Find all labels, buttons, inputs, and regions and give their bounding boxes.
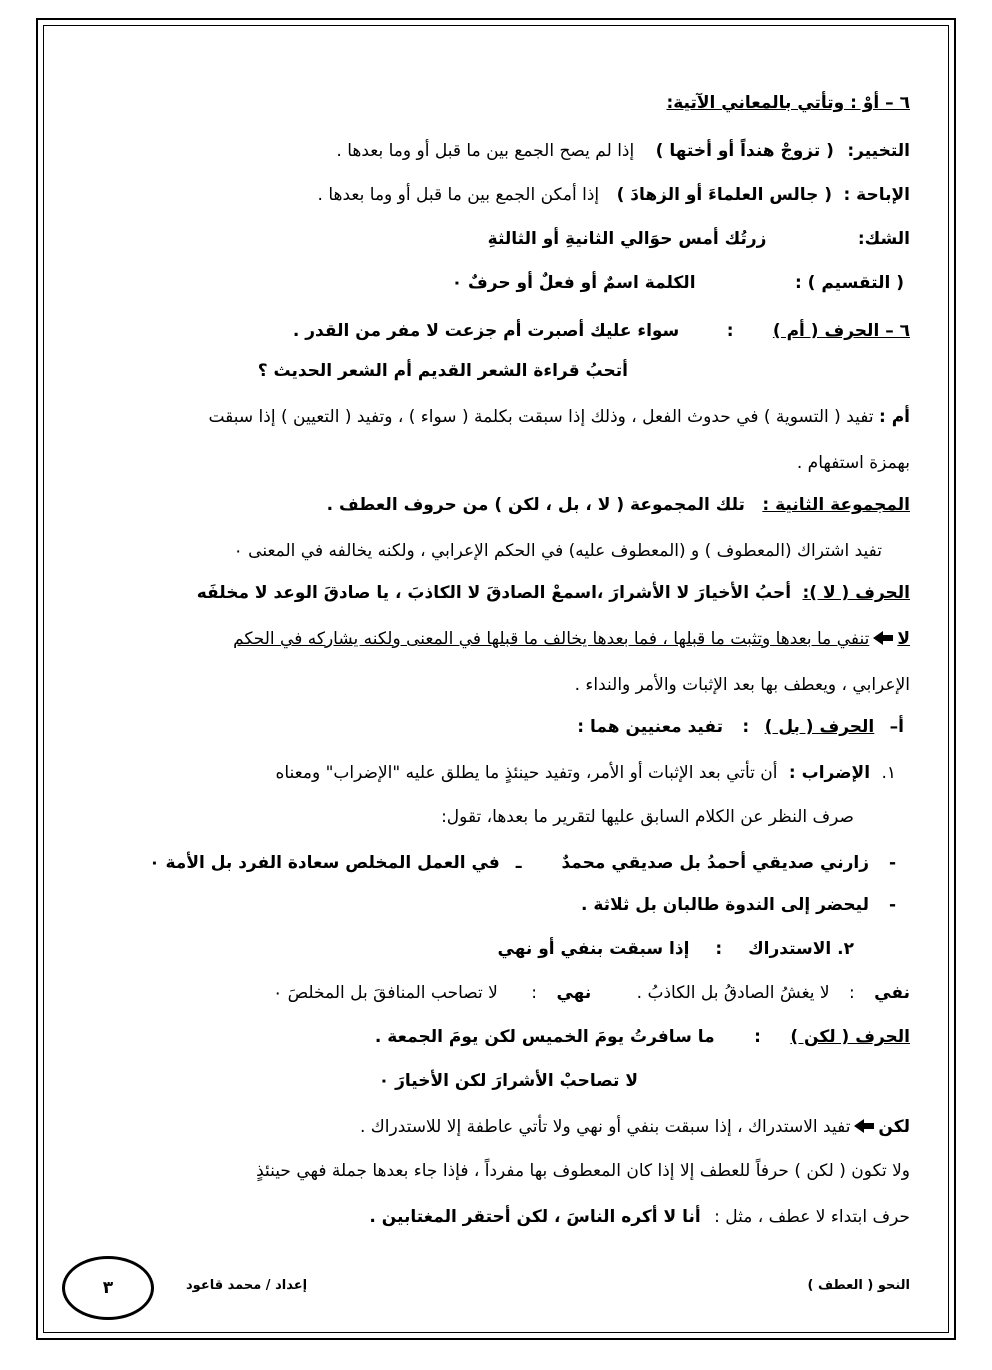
example-shak: زرتُك أمس حوَالي الثانيةِ أو الثالثةِ — [487, 229, 767, 249]
label-istidrak: ٢. الاستدراك — [748, 939, 854, 959]
example-lakin-1: ما سافرتُ يومَ الخميس لكن يومَ الجمعة . — [374, 1027, 715, 1047]
example-lakin-2: لا تصاحبْ الأشرارَ لكن الأخيارَ ٠ — [378, 1071, 638, 1091]
label-takhyir: التخيير: — [847, 141, 910, 161]
example-bal-3: ليحضر إلى الندوة طالبان بل ثلاثة . — [581, 895, 870, 915]
example-taqsim: الكلمة اسمٌ أو فعلٌ أو حرفٌ ٠ — [451, 273, 696, 293]
desc-am: تفيد ( التسوية ) في حدوث الفعل ، وذلك إذا سبقت بكلمة ( سواء ) ، وتفيد ( التعيين ) إذا سبقت — [208, 407, 874, 427]
desc-group2: تلك المجموعة ( لا ، بل ، لكن ) من حروف العطف . — [326, 495, 745, 515]
label-nahy: نهي — [556, 983, 592, 1003]
heading-bal: الحرف ( بل ) — [764, 717, 875, 737]
desc-la: تنفي ما بعدها وتثبت ما قبلها ، فما بعدها يخالف ما قبلها في المعنى ولكنه يشاركه في الحكم — [233, 629, 870, 649]
line-la-desc-cont — [575, 672, 910, 698]
example-bal-1: زارني صديقي أحمدُ بل صديقي محمدٌ — [561, 853, 870, 873]
arrow-left-icon — [853, 1118, 875, 1134]
line-lakin-example-2 — [379, 1068, 638, 1094]
desc-idrab: أن تأتي بعد الإثبات أو الأمر، وتفيد حينئذٍ ما يطلق عليه "الإضراب" ومعناه — [275, 763, 778, 783]
dash-1: - — [888, 853, 896, 873]
line-la-desc — [233, 626, 910, 652]
line-taqsim — [452, 270, 904, 296]
desc-lakin-2: ولا تكون ( لكن ) حرفاً للعطف إلا إذا كان المعطوف بها مفرداً ، فإذا جاء بعدها جملة فهي حينئذٍ — [256, 1161, 910, 1181]
desc-bal: تفيد معنيين هما : — [577, 717, 723, 737]
example-bal-2: في العمل المخلص سعادة الفرد بل الأمة ٠ — [149, 853, 500, 873]
line-takhyir — [336, 138, 910, 164]
example-nahy: لا تصاحب المنافقَ بل المخلصَ ٠ — [273, 983, 498, 1003]
line-lakin-desc-2 — [256, 1158, 910, 1184]
example-nafy: لا يغشُ الصادقُ بل الكاذبُ . — [636, 983, 830, 1003]
heading-lakin: الحرف ( لكن ) — [790, 1027, 910, 1047]
dash-2: - — [888, 895, 896, 915]
line-am-desc — [208, 404, 910, 430]
colon-bal: : — [742, 717, 750, 737]
line-nafy-nahy — [273, 980, 910, 1006]
example-am-1: سواء عليك أصبرت أم جزعت لا مفر من القدر . — [292, 321, 680, 341]
line-bal-example-1 — [149, 850, 896, 876]
example-ibaha: ( جالس العلماءَ أو الزهادَ ) — [616, 185, 833, 205]
desc-lakin: تفيد الاستدراك ، إذا سبقت بنفي أو نهي ولا تأتي عاطفة إلا للاستدراك . — [359, 1117, 851, 1137]
line-shak — [488, 226, 910, 252]
line-am-desc-cont — [797, 450, 910, 476]
label-nafy: نفي — [874, 983, 910, 1003]
colon-nahy: : — [531, 983, 538, 1003]
footer-author: إعداد / محمد قاعود — [186, 1278, 308, 1293]
colon-am: : — [726, 321, 734, 341]
colon-lakin: : — [754, 1027, 761, 1047]
line-ibaha — [318, 182, 910, 208]
heading-aw-text: ٦ – أوْ : وتأتي بالمعاني الآتية: — [666, 93, 910, 113]
label-am: أم : — [878, 407, 910, 427]
label-idrab: الإضراب : — [788, 763, 871, 783]
line-bal-heading — [577, 714, 904, 740]
example-la: أحبُ الأخيارَ لا الأشرارَ ،اسمعْ الصادقَ لا الكاذبَ ، يا صادقَ الوعد لا مخلفَه — [196, 583, 792, 603]
example-takhyir: ( تزوجْ هنداً أو أختها ) — [655, 141, 834, 161]
heading-group2: المجموعة الثانية : — [762, 495, 910, 515]
page-number — [62, 1256, 154, 1320]
page-number-text: ٣ — [102, 1278, 114, 1298]
arrow-left-icon — [872, 630, 894, 646]
heading-aw — [666, 90, 910, 116]
desc-la-cont: الإعرابي ، ويعطف بها بعد الإثبات والأمر والنداء . — [574, 675, 910, 695]
line-istidrak — [498, 936, 855, 962]
footer-subject: النحو ( العطف ) — [807, 1278, 910, 1293]
label-alef: أ– — [889, 717, 904, 737]
label-ibaha: الإباحة : — [843, 185, 910, 205]
label-lakin: لكن — [878, 1117, 910, 1137]
desc-lakin-3: حرف ابتداء لا عطف ، مثل : — [714, 1207, 910, 1227]
colon-istidrak: : — [715, 939, 723, 959]
label-taqsim: ( التقسيم ) : — [794, 273, 904, 293]
desc-idrab-cont: صرف النظر عن الكلام السابق عليها لتقرير ما بعدها، تقول: — [441, 807, 854, 827]
line-idrab — [275, 760, 896, 786]
line-la-heading — [197, 580, 910, 606]
example-am-2-text: أتحبُ قراءة الشعر القديم أم الشعر الحديث ؟ — [257, 361, 628, 381]
label-shak: الشك: — [857, 229, 910, 249]
number-1: ١. — [881, 763, 896, 783]
dash-mid: ـ — [515, 853, 522, 873]
line-bal-example-2 — [581, 892, 896, 918]
heading-am: ٦ – الحرف ( أم ) — [772, 321, 910, 341]
label-la: لا — [897, 629, 910, 649]
line-idrab-cont — [441, 804, 854, 830]
example-lakin-3: أنا لا أكره الناسَ ، لكن أحتقر المغتابين . — [369, 1207, 701, 1227]
line-lakin-heading — [375, 1024, 910, 1050]
desc-ishtirak: تفيد اشتراك (المعطوف ) و (المعطوف عليه) في الحكم الإعرابي ، ولكنه يخالفه في المعنى ٠ — [233, 541, 882, 561]
desc-istidrak: إذا سبقت بنفي أو نهي — [497, 939, 690, 959]
desc-am-cont: بهمزة استفهام . — [796, 453, 910, 473]
line-am-heading — [293, 318, 910, 344]
desc-ibaha: إذا أمكن الجمع بين ما قبل أو وما بعدها . — [317, 185, 600, 205]
line-group2 — [327, 492, 910, 518]
line-lakin-desc-3 — [369, 1204, 910, 1230]
example-am-2 — [258, 358, 628, 384]
line-lakin-desc — [360, 1114, 910, 1140]
heading-la: الحرف ( لا ): — [802, 583, 910, 603]
colon-nafy: : — [849, 983, 855, 1003]
line-group2-desc — [234, 538, 882, 564]
desc-takhyir: إذا لم يصح الجمع بين ما قبل أو وما بعدها . — [336, 141, 635, 161]
